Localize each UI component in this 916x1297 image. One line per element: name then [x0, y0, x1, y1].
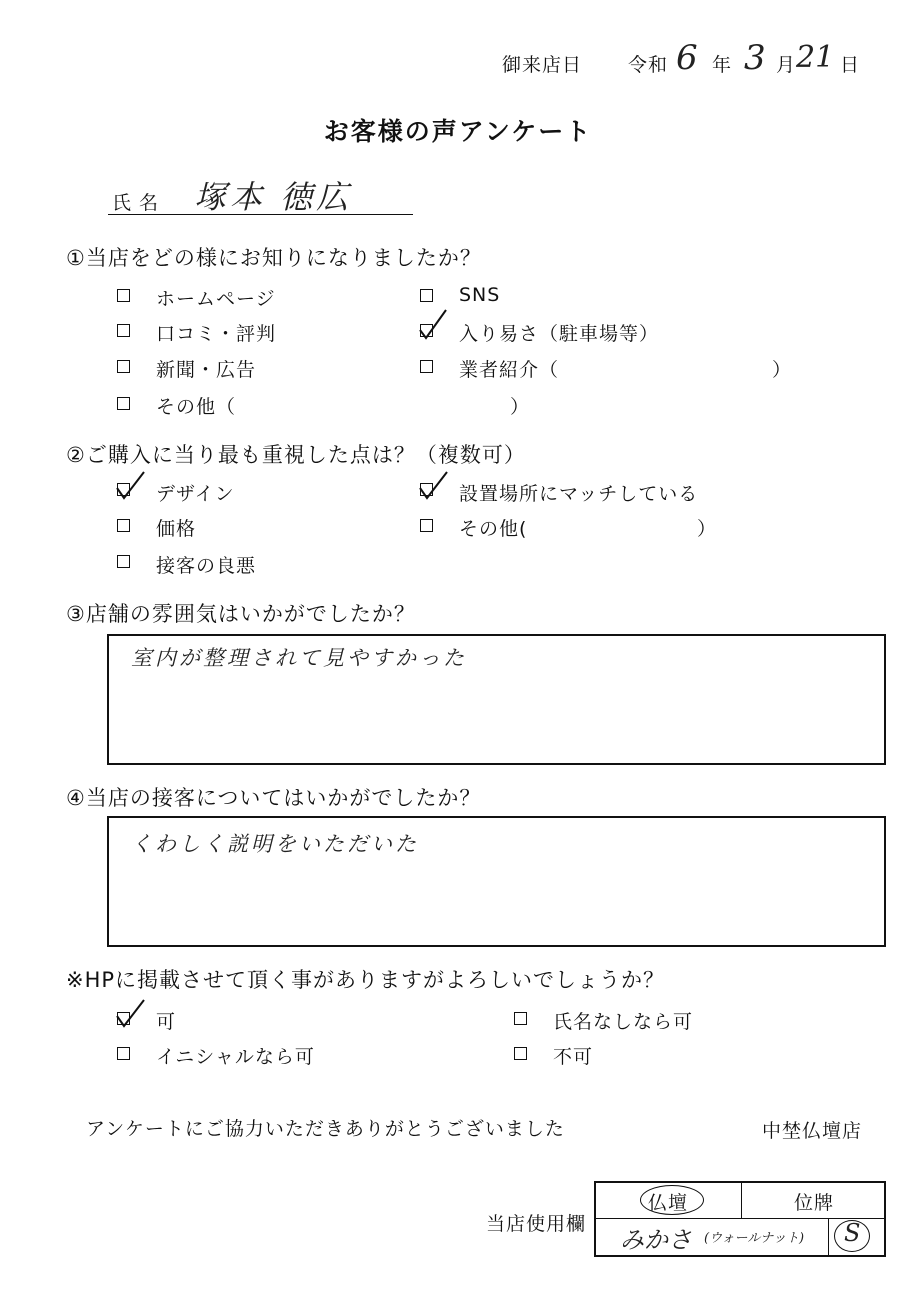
q1-referral-close-paren: ） [772, 359, 793, 381]
era-label: 令和 [628, 54, 669, 76]
q1-checkbox-word-of-mouth[interactable] [117, 324, 130, 337]
q1-checkbox-newspaper[interactable] [117, 360, 130, 373]
month-unit: 月 [776, 54, 797, 76]
q2-checkbox-service[interactable] [117, 555, 130, 568]
q2-option-design: デザイン [156, 483, 235, 505]
q2-option-price: 価格 [156, 518, 197, 540]
year-unit: 年 [712, 54, 733, 76]
day-value[interactable]: 21 [796, 40, 835, 75]
q2-checkbox-other[interactable] [420, 519, 433, 532]
q4-answer-text: くわしく説明をいただいた [131, 832, 419, 856]
day-unit: 日 [840, 54, 861, 76]
q1-checkbox-sns[interactable] [420, 289, 433, 302]
check-mark-icon [112, 998, 148, 1030]
q2-option-other: その他( [459, 518, 528, 540]
table-divider-vertical [741, 1183, 742, 1218]
hp-option-not-ok: 不可 [553, 1046, 594, 1068]
thanks-message: アンケートにご協力いただきありがとうございました [86, 1118, 565, 1140]
hp-checkbox-not-ok[interactable] [514, 1047, 527, 1060]
shop-name: 中埜仏壇店 [762, 1120, 863, 1142]
hp-checkbox-no-name[interactable] [514, 1012, 527, 1025]
q1-option-homepage: ホームページ [156, 288, 276, 310]
month-value[interactable]: 3 [744, 38, 766, 78]
name-label: 氏 名 [112, 192, 160, 214]
name-value[interactable]: 塚本 徳広 [194, 178, 353, 216]
office-col-ihai: 位牌 [794, 1192, 835, 1214]
q2-other-close-paren: ） [697, 518, 718, 540]
name-underline [108, 214, 413, 215]
year-value[interactable]: 6 [676, 38, 698, 78]
q1-option-newspaper: 新聞・広告 [156, 359, 257, 381]
hp-question: ※HPに掲載させて頂く事がありますがよろしいでしょうか？ [66, 968, 666, 992]
q3-answer-text: 室内が整理されて見やすかった [131, 646, 467, 670]
q1-option-word-of-mouth: 口コミ・評判 [156, 323, 277, 345]
q1-option-referral: 業者紹介（ [459, 359, 560, 381]
visit-date-label: 御来店日 [502, 54, 583, 76]
office-use-table [594, 1181, 886, 1257]
q2-question: ②ご購入に当り最も重視した点は？（複数可） [66, 443, 526, 467]
hp-checkbox-initials[interactable] [117, 1047, 130, 1060]
office-col-butsudan: 仏壇 [648, 1192, 689, 1214]
q1-checkbox-homepage[interactable] [117, 289, 130, 302]
check-mark-icon [415, 470, 451, 502]
table-divider-horizontal [596, 1218, 884, 1219]
q1-option-other: その他（ [156, 396, 237, 418]
q2-checkbox-price[interactable] [117, 519, 130, 532]
q2-option-service: 接客の良悪 [156, 555, 257, 577]
q4-question: ④当店の接客についてはいかがでしたか？ [66, 786, 482, 810]
q1-checkbox-referral[interactable] [420, 360, 433, 373]
q1-option-easy-entry: 入り易さ（駐車場等） [459, 323, 660, 345]
office-use-label: 当店使用欄 [486, 1213, 587, 1235]
q4-answer-box[interactable] [107, 816, 886, 947]
q1-option-sns: SNS [459, 284, 501, 306]
q1-checkbox-other[interactable] [117, 397, 130, 410]
office-product-name: みかさ [620, 1226, 692, 1254]
q2-option-fits-location: 設置場所にマッチしている [459, 483, 699, 505]
q1-other-close-paren: ） [510, 396, 531, 418]
office-product-note: (ウォールナット) [704, 1231, 805, 1246]
q3-question: ③店舗の雰囲気はいかがでしたか？ [66, 602, 416, 626]
q3-answer-box[interactable] [107, 634, 886, 765]
office-size: S [844, 1219, 861, 1247]
table-divider-size [828, 1218, 829, 1255]
page-title: お客様の声アンケート [323, 117, 593, 146]
check-mark-icon [414, 308, 450, 342]
hp-option-initials: イニシャルなら可 [156, 1046, 315, 1068]
q1-question: ①当店をどの様にお知りになりましたか？ [66, 246, 482, 270]
hp-option-no-name: 氏名なしなら可 [553, 1011, 694, 1033]
check-mark-icon [112, 470, 148, 502]
hp-option-ok: 可 [156, 1011, 177, 1033]
